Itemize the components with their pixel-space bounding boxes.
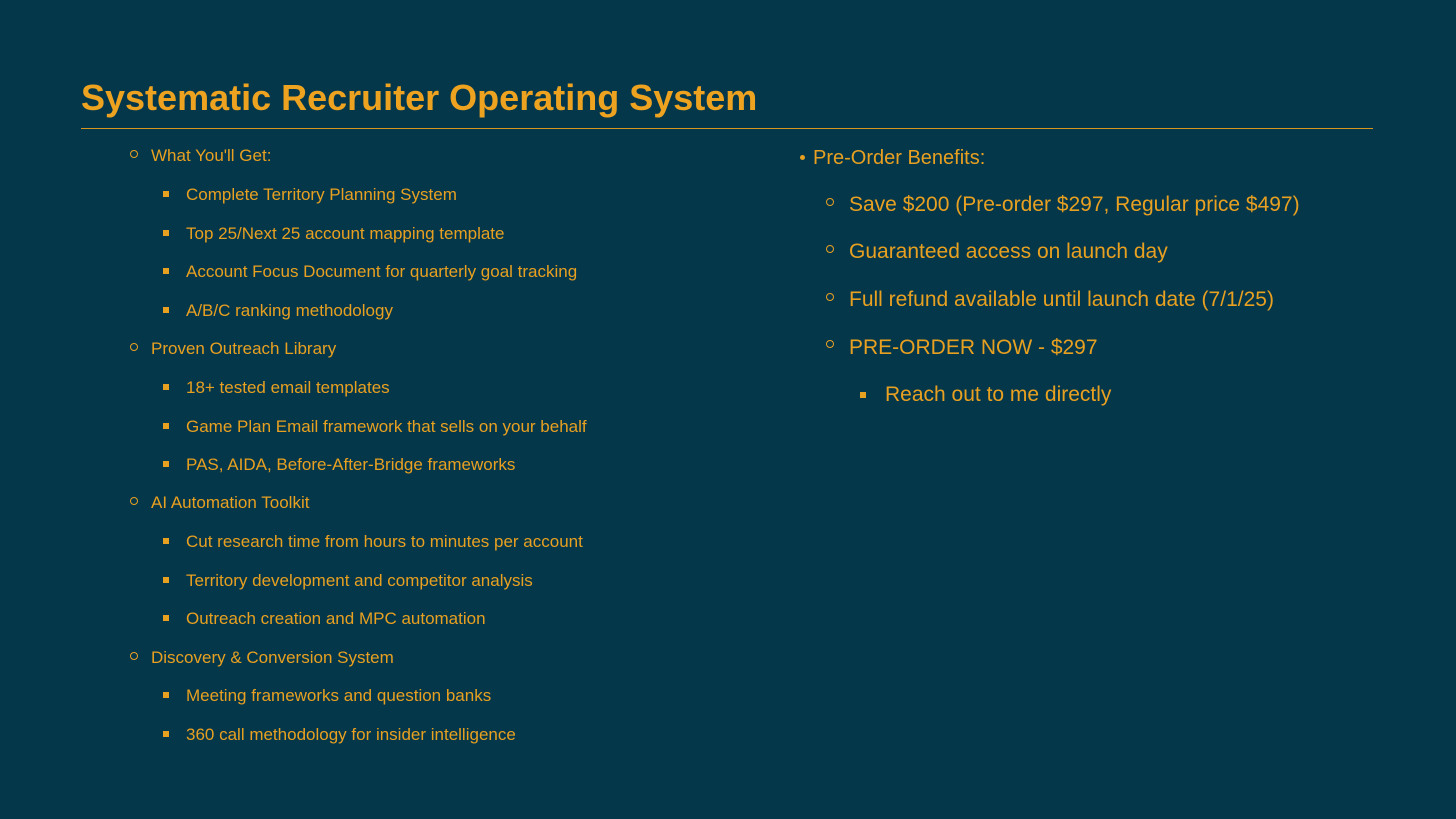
list-item: 360 call methodology for insider intelligence [186,725,516,744]
section-heading: AI Automation Toolkit [151,493,310,512]
hollow-bullet-icon [130,343,138,351]
square-bullet-icon [163,423,169,429]
hollow-bullet-icon [130,652,138,660]
list-item: 18+ tested email templates [186,378,390,397]
square-bullet-icon [860,392,866,398]
hollow-bullet-icon [826,293,834,301]
right-column [740,0,1456,819]
square-bullet-icon [163,731,169,737]
square-bullet-icon [163,268,169,274]
square-bullet-icon [163,230,169,236]
square-bullet-icon [163,384,169,390]
benefits-heading: Pre-Order Benefits: [813,147,986,169]
benefit-item: Full refund available until launch date (7/1/25) [849,288,1274,311]
hollow-bullet-icon [130,150,138,158]
list-item: Outreach creation and MPC automation [186,609,486,628]
hollow-bullet-icon [130,497,138,505]
square-bullet-icon [163,538,169,544]
square-bullet-icon [163,307,169,313]
contact-item: Reach out to me directly [885,383,1112,406]
hollow-bullet-icon [826,198,834,206]
list-item: A/B/C ranking methodology [186,301,393,320]
benefit-item: Save $200 (Pre-order $297, Regular price $497) [849,193,1300,216]
section-heading: What You'll Get: [151,146,272,165]
preorder-cta: PRE-ORDER NOW - $297 [849,336,1098,359]
list-item: Account Focus Document for quarterly goal tracking [186,262,578,281]
list-item: Complete Territory Planning System [186,185,457,204]
list-item: Top 25/Next 25 account mapping template [186,224,505,243]
square-bullet-icon [163,577,169,583]
list-item: Game Plan Email framework that sells on your behalf [186,417,587,436]
slide-title: Systematic Recruiter Operating System [81,77,758,118]
list-item: Meeting frameworks and question banks [186,686,492,705]
section-heading: Discovery & Conversion System [151,648,394,667]
square-bullet-icon [163,692,169,698]
section-heading: Proven Outreach Library [151,339,337,358]
square-bullet-icon [163,191,169,197]
filled-bullet-icon [800,155,805,160]
list-item: PAS, AIDA, Before-After-Bridge frameworks [186,455,516,474]
square-bullet-icon [163,615,169,621]
list-item: Cut research time from hours to minutes per account [186,532,583,551]
hollow-bullet-icon [826,340,834,348]
hollow-bullet-icon [826,245,834,253]
list-item: Territory development and competitor analysis [186,571,533,590]
square-bullet-icon [163,461,169,467]
benefit-item: Guaranteed access on launch day [849,240,1168,263]
